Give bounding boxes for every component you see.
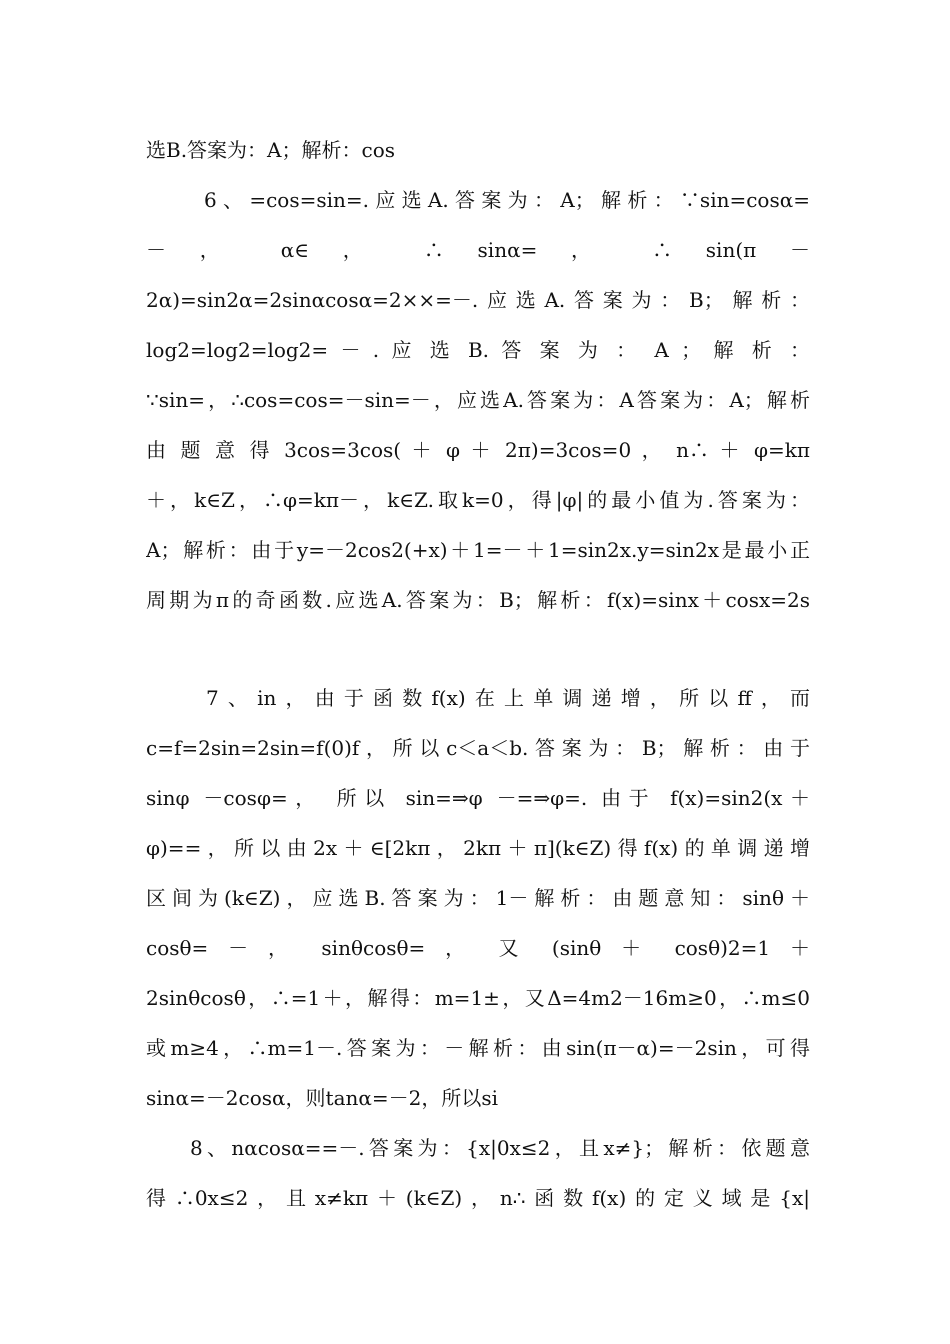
paragraph-6-start: 6、=cos=sin=.应选A.答案为：A；解析：∵sin=cosα= — [204, 188, 810, 212]
text-line: 周期为π的奇函数.应选A.答案为：B；解析：f(x)=sinx＋cosx=2s — [146, 588, 810, 612]
text-line: 由 题 意 得 3cos=3cos( ＋ φ ＋ 2π)=3cos=0 ， n∴ ＋ φ=kπ — [146, 438, 810, 462]
text-line: sinα=－2cosα，则tanα=－2，所以si — [146, 1086, 499, 1110]
text-line: 或m≥4，∴m=1－.答案为：－解析：由sin(π－α)=－2sin，可得 — [146, 1036, 810, 1060]
text-line: 选B.答案为：A；解析：cos — [146, 138, 396, 162]
text-line: log2=log2=log2= － . 应 选 B. 答 案 为 ： A ； 解 析 ： — [146, 338, 810, 362]
text-line: cosθ= － ， sinθcosθ= ， 又 (sinθ ＋ cosθ)2=1 ＋ — [146, 936, 810, 960]
text-line: φ)==，所以由2x＋∈[2kπ，2kπ＋π](k∈Z)得f(x)的单调递增 — [146, 836, 810, 860]
text-line: A；解析：由于y=－2cos2(+x)＋1=－＋1=sin2x.y=sin2x是最小正 — [146, 538, 810, 562]
text-line: ＋，k∈Z，∴φ=kπ－，k∈Z.取k=0，得|φ|的最小值为.答案为： — [146, 488, 810, 512]
text-line: c=f=2sin=2sin=f(0)f，所以c＜a＜b.答案为：B；解析：由于 — [146, 736, 810, 760]
paragraph-8-start: 8、nαcosα==－.答案为：{x|0x≤2，且x≠}；解析：依题意 — [190, 1136, 810, 1160]
text-line: 2sinθcosθ，∴=1＋，解得：m=1±，又Δ=4m2－16m≥0，∴m≤0 — [146, 986, 810, 1010]
paragraph-7-start: 7、in，由于函数f(x)在上单调递增，所以ff，而 — [206, 686, 810, 710]
text-line: 2α)=sin2α=2sinαcosα=2××=－.应选A.答案为：B；解析： — [146, 288, 810, 312]
text-line: sinφ －cosφ=， 所以 sin=⇒φ －=⇒φ=. 由于 f(x)=sin2(x＋ — [146, 786, 810, 810]
text-line: 得∴0x≤2，且x≠kπ＋(k∈Z)，n∴函数f(x)的定义域是{x| — [146, 1186, 810, 1210]
text-line: － ， α∈ ， ∴ sinα= ， ∴ sin(π － — [146, 238, 810, 262]
text-line: 区间为(k∈Z)，应选B.答案为：1－解析：由题意知：sinθ＋ — [146, 886, 810, 910]
text-line: ∵sin=，∴cos=cos=－sin=－，应选A.答案为：A答案为：A；解析 — [146, 388, 810, 412]
